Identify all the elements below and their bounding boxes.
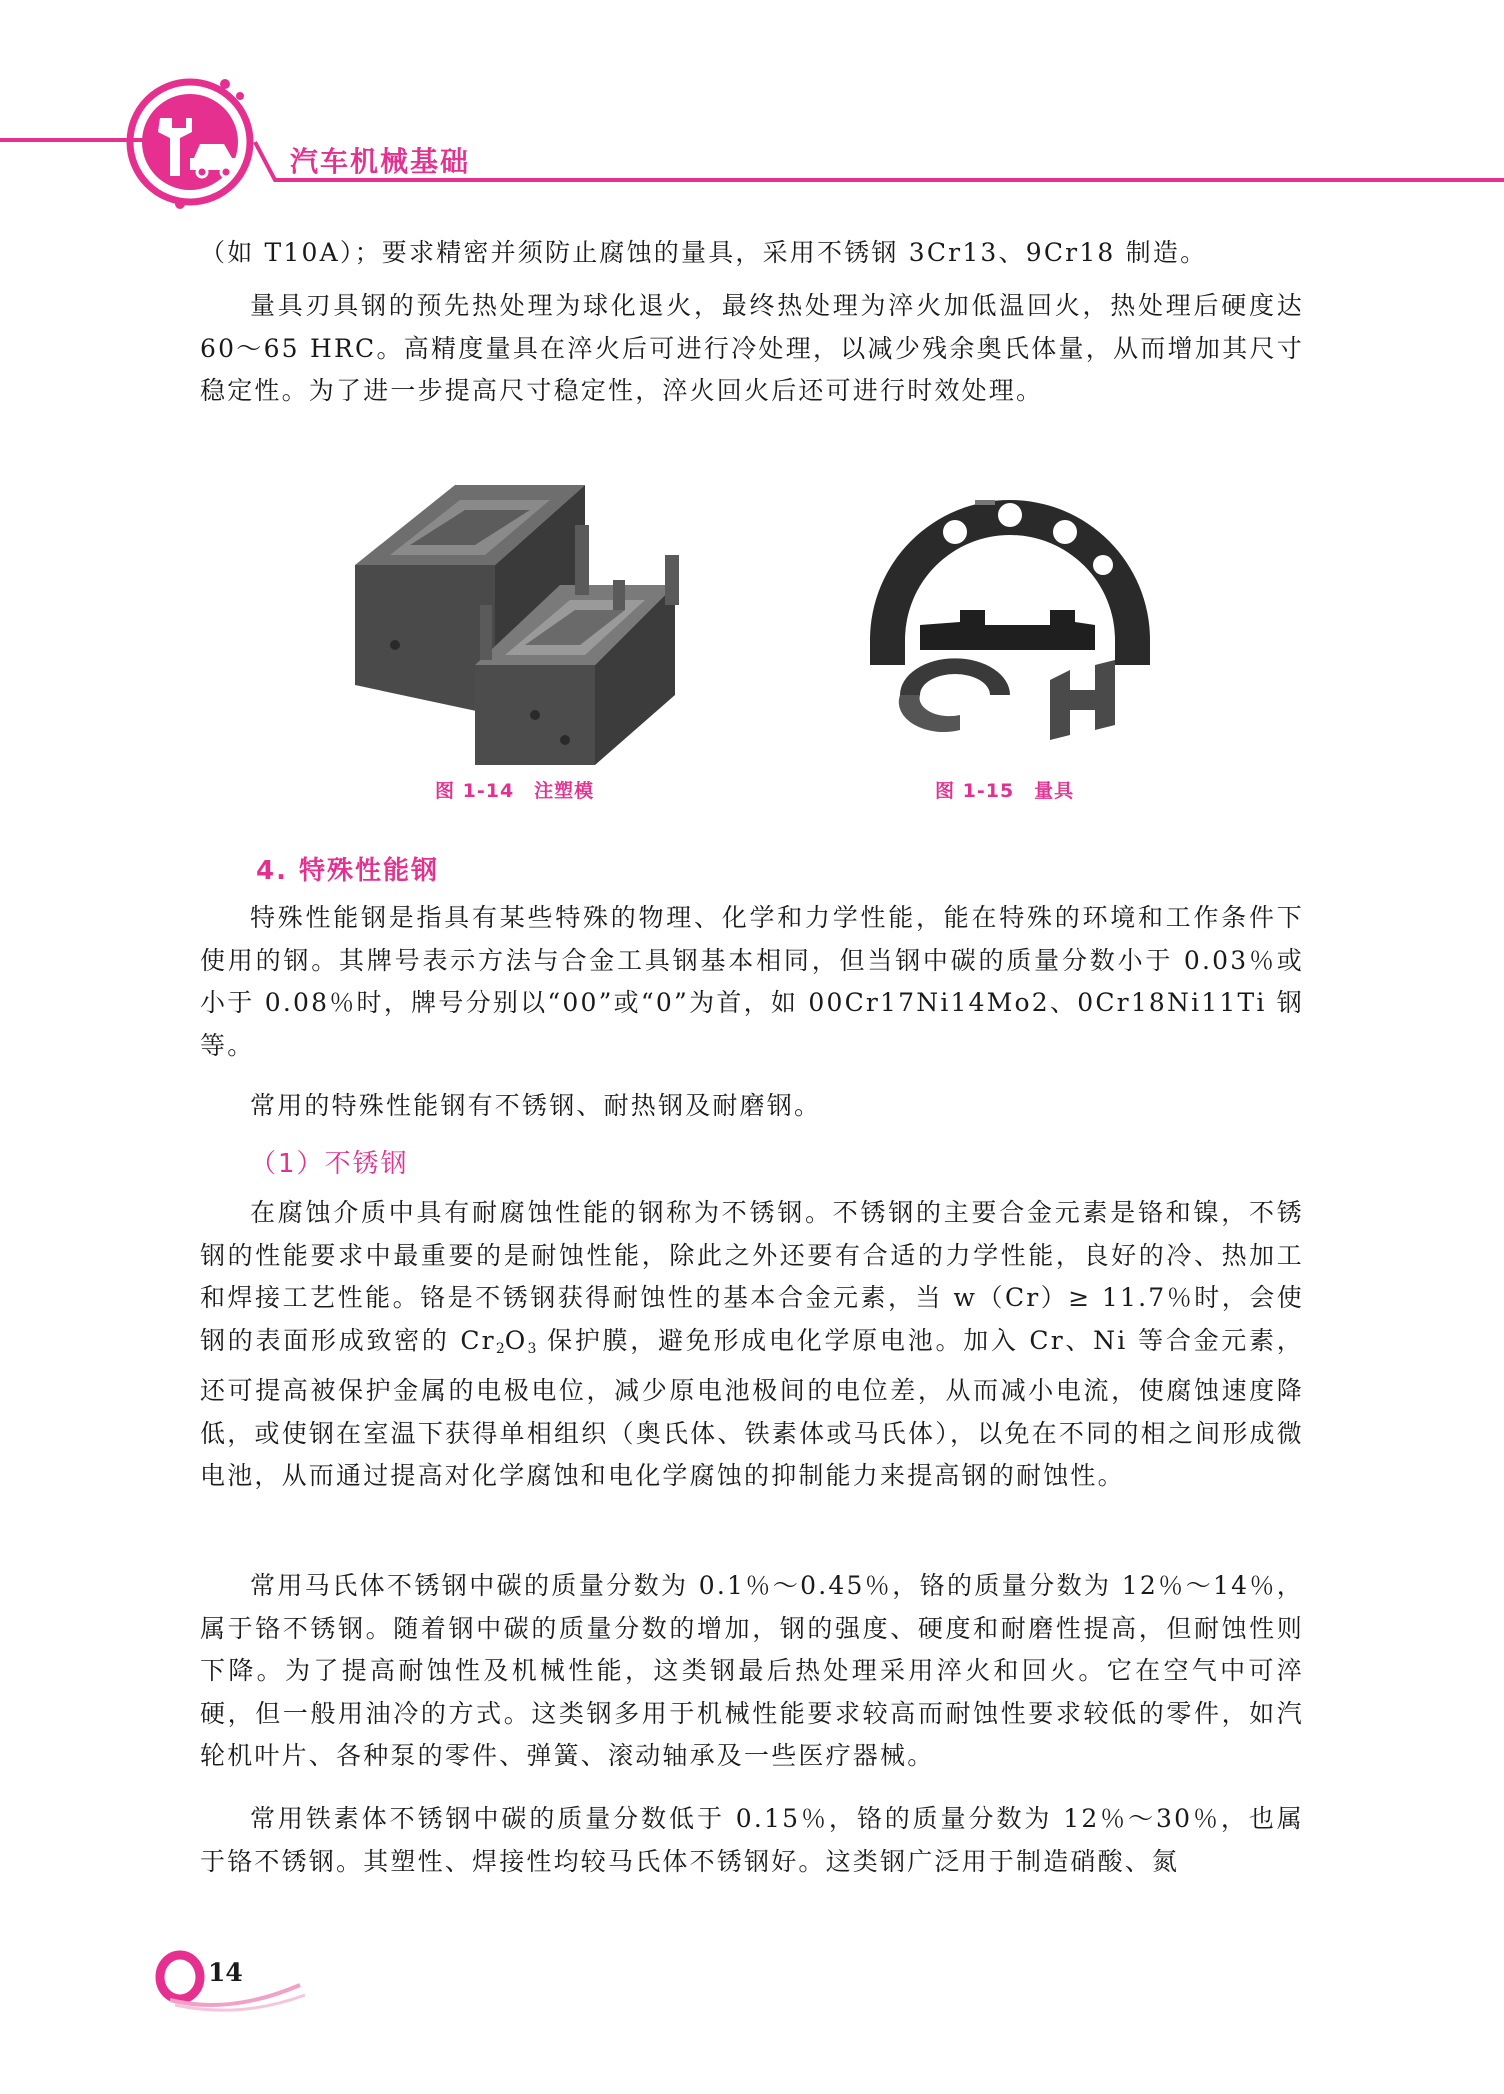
- section-heading: 4. 特殊性能钢: [256, 856, 440, 886]
- paragraph: 在腐蚀介质中具有耐腐蚀性能的钢称为不锈钢。不锈钢的主要合金元素是铬和镍，不锈钢的性能要求中最重要的是耐蚀性能，除此之外还要有合适的力学性能，良好的冷、热加工和焊接工艺性能。铬是不锈钢获得耐蚀性的基本合金元素，当 w（Cr）≥ 11.7％时，会使钢的表面形成致密的 $Cr_2O_3$ 保护膜，避免形成电化学原电池。加入 Cr、Ni 等合金元素，还可提高被保护金属的电极电位，减少原电池极间的电位差，从而减小电流，使腐蚀速度降低，或使钢在室温下获得单相组织（奥氏体、铁素体或马氏体），以免在不同的相之间形成微电池，从而通过提高对化学腐蚀和电化学腐蚀的抑制能力来提高钢的耐蚀性。: [200, 1198, 1304, 1490]
- gauge-tools-image: [860, 490, 1160, 745]
- paragraph: 常用的特殊性能钢有不锈钢、耐热钢及耐磨钢。: [250, 1091, 822, 1120]
- paragraph: 常用铁素体不锈钢中碳的质量分数低于 0.15％，铬的质量分数为 12％～30％，也属于铬不锈钢。其塑性、焊接性均较马氏体不锈钢好。这类钢广泛用于制造硝酸、氮: [200, 1804, 1304, 1876]
- car-wrench-icon: [120, 72, 260, 212]
- subsection-heading: （1）不锈钢: [250, 1149, 409, 1179]
- page-number: 14: [208, 1958, 243, 1987]
- paragraph: 特殊性能钢是指具有某些特殊的物理、化学和力学性能，能在特殊的环境和工作条件下使用的钢。其牌号表示方法与合金工具钢基本相同，但当钢中碳的质量分数小于 0.03％或小于 0.08％时，牌号分别以“00”或“0”为首，如 00Cr17Ni14Mo2、0Cr18Ni11Ti 钢等。: [200, 903, 1304, 1060]
- paragraph: （如 T10A）；要求精密并须防止腐蚀的量具，采用不锈钢 3Cr13、9Cr18 制造。: [200, 238, 1208, 267]
- paragraph: 常用马氏体不锈钢中碳的质量分数为 0.1％～0.45％，铬的质量分数为 12％～14％，属于铬不锈钢。随着钢中碳的质量分数的增加，钢的强度、硬度和耐磨性提高，但耐蚀性则下降。为了提高耐蚀性及机械性能，这类钢最后热处理采用淬火和回火。它在空气中可淬硬，但一般用油冷的方式。这类钢多用于机械性能要求较高而耐蚀性要求较低的零件，如汽轮机叶片、各种泵的零件、弹簧、滚动轴承及一些医疗器械。: [200, 1571, 1304, 1770]
- figure-caption: 图 1-14 注塑模: [435, 780, 595, 802]
- injection-mold-image: [335, 445, 715, 765]
- paragraph: 量具刃具钢的预先热处理为球化退火，最终热处理为淬火加低温回火，热处理后硬度达 60～65 HRC。高精度量具在淬火后可进行冷处理，以减少残余奥氏体量，从而增加其尺寸稳定性。为了进一步提高尺寸稳定性，淬火回火后还可进行时效处理。: [200, 291, 1304, 405]
- figure-caption: 图 1-15 量具: [935, 780, 1075, 802]
- book-title: 汽车机械基础: [290, 145, 471, 178]
